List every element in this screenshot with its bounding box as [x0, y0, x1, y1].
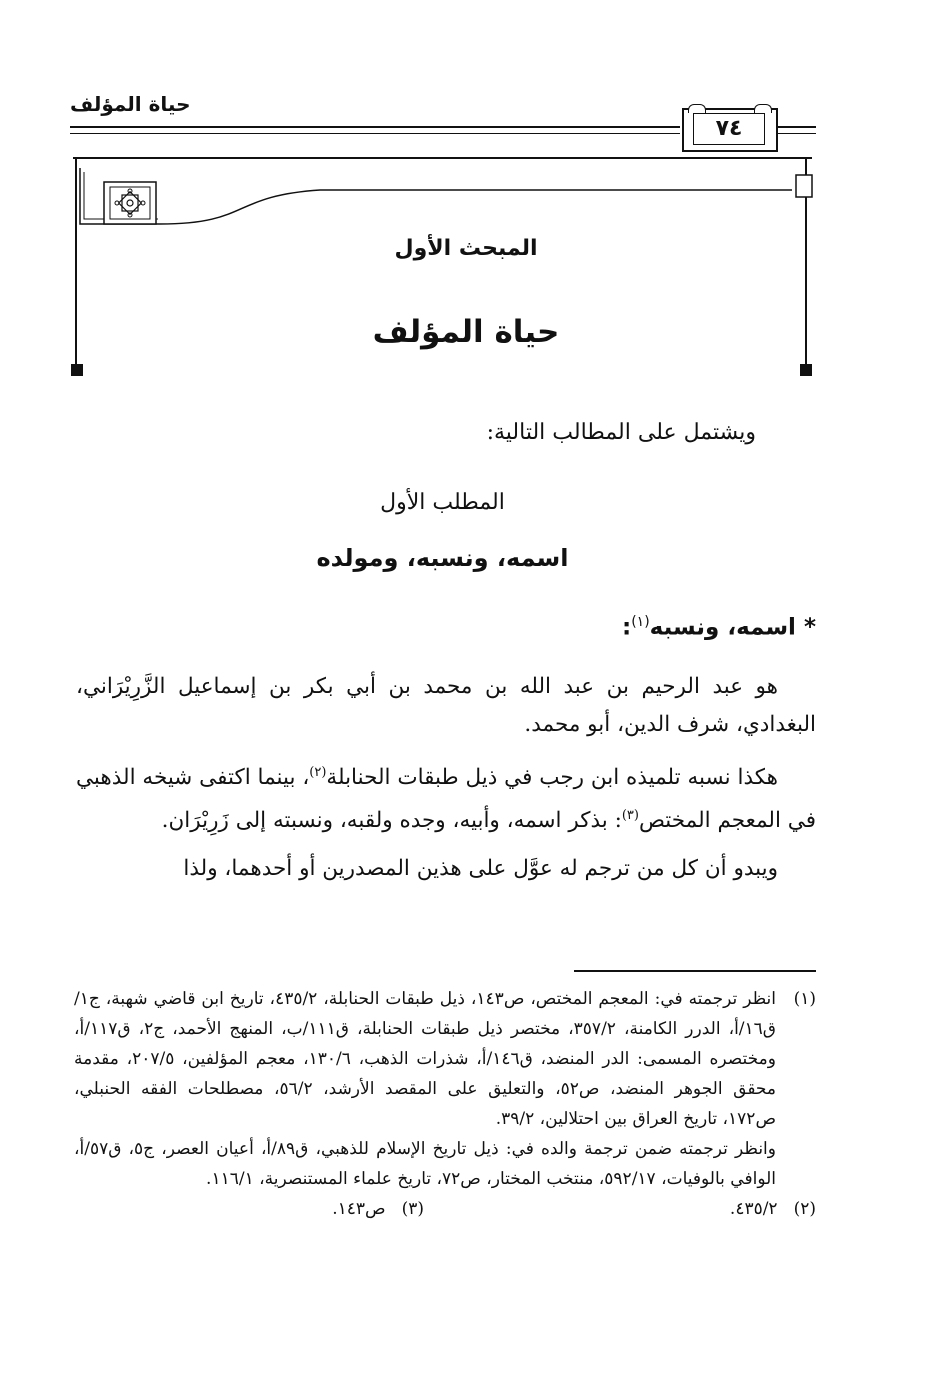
footnote-ref[interactable]: (١)	[631, 614, 650, 630]
footnote	[332, 1194, 424, 1224]
chapter-kicker: المبحث الأول	[394, 236, 538, 261]
footnote-text: وانظر ترجمته ضمن ترجمة والده في: ذيل تاريخ الإسلام للذهبي، ق٨٩/أ، أعيان العصر، ج٥، ق٥٧/أ، الوافي بالوفيات، ٥٩٢/١٧، منتخب المختار، ص٧٢، تاريخ علماء المستنصرية، ١١٦/١.	[74, 1139, 776, 1189]
section-kicker: المطلب الأول	[380, 490, 505, 515]
footnote	[730, 1194, 816, 1224]
paragraph-text: ، بينما اكتفى شيخه الذهبي في المعجم المختص	[76, 765, 816, 834]
star-rosette-icon	[113, 188, 147, 218]
paragraph-text: : بذكر اسمه، وأبيه، وجده ولقبه، ونسبته إلى زَرِيْرَان.	[161, 808, 622, 834]
page-number: ٧٤	[693, 113, 765, 145]
footnote-rule	[574, 970, 816, 972]
running-title: حياة المؤلف	[70, 92, 191, 116]
subheading	[622, 614, 816, 641]
subheading-text: اسمه، ونسبه	[649, 614, 796, 641]
footnotes	[74, 984, 816, 1224]
paragraph	[76, 754, 816, 840]
footnote-text: انظر ترجمته في: المعجم المختص، ص١٤٣، ذيل طبقات الحنابلة، ٤٣٥/٢، تاريخ ابن قاضي شهبة، ج١/ق١٦/أ، الدرر الكامنة، ٣٥٧/٢، مختصر ذيل طبقات الحنابلة، ق١١١/ب، المنهج الأحمد، ج٢، ق١١٧/أ، ومختصره المسمى: الدر المنضد، ق١٤٦/أ، شذرات الذهب، ١٣٠/٦، معجم المؤلفين، ٢٠٧/٥، مقدمة محقق الجوهر المنضد، ص٥٢، والتعليق على المقصد الأرشد، ٥٦/٢، مصطلحات الفقه الحنبلي، ص١٧٢، تاريخ العراق بين احتلالين، ٣٩/٢.	[74, 989, 777, 1129]
chapter-title: حياة المؤلف	[372, 314, 560, 350]
footnote-ref[interactable]: (٢)	[309, 765, 327, 780]
footnote-ref[interactable]: (٣)	[621, 808, 639, 824]
paragraph	[76, 850, 816, 888]
paragraph-text: هو عبد الرحيم بن عبد الله بن محمد بن أبي بكر بن إسماعيل الزَّرِيْرَاني، البغدادي، شرف الدين، أبو محمد.	[76, 674, 816, 737]
footnote-row	[74, 1194, 816, 1224]
footnote-text: ص١٤٣.	[332, 1199, 386, 1219]
footnote-number: (٣)	[401, 1199, 424, 1219]
footnote-number: (٢)	[793, 1199, 816, 1219]
footnote-text: ٤٣٥/٢.	[729, 1199, 778, 1219]
paragraph	[76, 668, 816, 744]
footnote-number: (١)	[793, 989, 816, 1009]
body-text	[76, 668, 816, 898]
footnote	[74, 984, 816, 1194]
section-title: اسمه، ونسبه، ومولده	[316, 544, 569, 572]
subheading-colon: :	[621, 614, 632, 641]
paragraph-text: هكذا نسبه تلميذه ابن رجب في ذيل طبقات الحنابلة	[326, 765, 778, 791]
paragraph-text: ويبدو أن كل من ترجم له عوَّل على هذين المصدرين أو أحدهما، ولذا	[183, 856, 778, 882]
asterisk-marker: *	[803, 614, 816, 641]
intro-line: ويشتمل على المطالب التالية:	[486, 420, 756, 445]
